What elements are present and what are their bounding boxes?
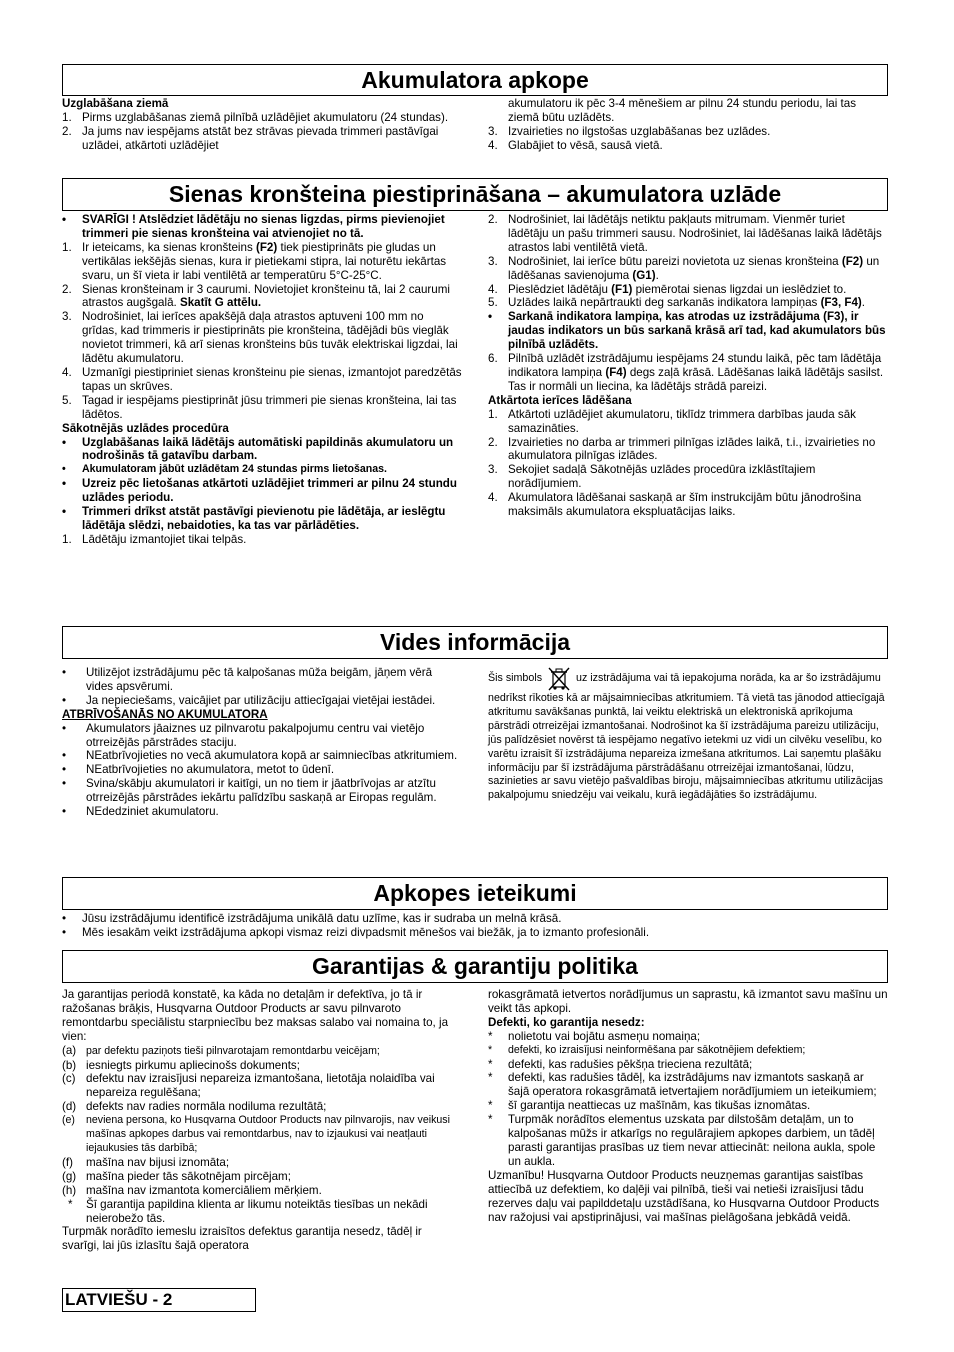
s5-right-column [488,988,888,1224]
warning-item: • SVARĪGI ! Atslēdziet lādētāju no sienas ligzdas, pirms pievienojiet trimmeri pie sienas kronšteina vai atvienojiet no tā. [62,213,445,240]
list-item: 2. Sienas kronšteinam ir 3 caurumi. Novietojiet kronšteinu tā, lai 2 caurumi atrastos augšgalā. Skatīt G attēlu. [62,282,450,310]
crossed-out-wheelie-bin-icon [545,664,573,692]
subheading-not-covered: Defekti, ko garantija nesedz: [488,1015,645,1029]
list-item: 3. Izvairieties no ilgstošas uzglabāšanas bez uzlādes. [488,124,771,138]
list-item: 4. Glabājiet to vēsā, sausā vietā. [488,138,663,152]
bullet-item: • Jūsu izstrādājumu identificē izstrādājuma unikālā datu uzlīme, kas ir sudraba un melnā krāsā. [62,912,562,925]
s2-right-column [488,213,888,519]
bullet-item: • NEatbrīvojieties no vecā akumulatora kopā ar saimniecības atkritumiem. [62,749,458,763]
s1-right-column [488,97,888,153]
list-item: 2. Nodrošiniet, lai lādētājs netiktu pakļauts mitrumam. Vienmēr turiet lādētāju un pašu trimmeri sausu. Nodrošiniet, lai lādēšanas laikā lādētājs atrastos labi ventilētā vietā. [488,213,882,254]
star-note: * Šī garantija papildina klienta ar likumu noteiktās tiesības un nekādi neierobežo tās. [68,1197,428,1225]
star-item: * defekti, kas radušies pēkšņa trieciena rezultātā; [488,1057,753,1071]
section-title-maintenance: Apkopes ieteikumi [62,877,888,910]
s2-left-column [62,213,462,547]
list-item: (f) mašīna nav bijusi iznomāta; [62,1155,230,1169]
bullet-item: • Sarkanā indikatora lampiņa, kas atrodas uz izstrādājuma (F3), ir jaudas indikators un būs sarkanā krāsā arī tad, kad akumulators būs pilnībā uzlādēts. [488,310,886,352]
section-title-wall-bracket: Sienas kronšteina piestiprināšana – akumulatora uzlāde [62,178,888,211]
list-item: 6. Pilnībā uzlādēt izstrādājumu iespējams 24 stundu laikā, pēc tam lādētāja indikatora lampiņa (F4) degs zaļā krāsā. Lādēšanas laikā lādētājs sasilst. Tas ir normāli un liecina, ka lādētājs strādā pareizi. [488,352,884,393]
bullet-item: • Mēs iesakām veikt izstrādājuma apkopi vismaz reizi divpadsmit mēnešos vai biežāk, ja to izmanto profesionāli. [62,925,650,939]
s1-left-column [62,97,462,153]
s3-right-column [488,664,888,803]
warranty-continued: rokasgrāmatā ietvertos norādījumus un saprastu, kā izmantot savu mašīnu un veikt tās apkopi. [488,988,888,1015]
list-item: (e) neviena persona, ko Husqvarna Outdoor Products nav pilnvarojis, nav veikusi mašīnas apkopes darbus vai remontdarbus, nav to izjaukusi vai neatļauti iejaukusies tās darbībā; [62,1114,450,1154]
bullet-item: • Uzreiz pēc lietošanas atkārtoti uzlādējiet trimmeri ar pilnu 24 stundu uzlādes periodu. [62,477,457,505]
list-item: 3. Nodrošiniet, lai ierīce būtu pareizi novietota uz sienas kronšteina (F2) un lādēšanas savienojuma (G1). [488,254,880,282]
bullet-item: • Utilizējot izstrādājumu pēc tā kalpošanas mūža beigām, jāņem vērā vides apsvērumi. [62,666,433,693]
bullet-item: • Uzglabāšanas laikā lādētājs automātiski papildinās akumulatoru un nodrošinās tā gatavību darbam. [62,435,454,463]
star-item: * defekti, kas radušies tādēļ, ka izstrādājums nav izmantots saskaņā ar šajā operatora rokasgrāmatā ietvertajiem norādījumiem un ieteikumiem; [488,1071,877,1099]
list-item: (h) mašīna nav izmantota komerciāliem mērķiem. [62,1183,322,1197]
page-footer-label: LATVIEŠU - 2 [62,1288,256,1312]
bullet-item: • Akumulators jāaiznes uz pilnvarotu pakalpojumu centru vai vietējo otrreizējās pārstrādes staciju. [62,721,425,749]
s4-content [62,912,888,940]
bullet-item: • Ja nepieciešams, vaicājiet par utilizāciju attiecīgajai vietējai iestādei. [62,693,436,707]
star-item: * nolietotu vai bojātu asmeņu nomaiņa; [488,1029,701,1043]
list-item: 3. Sekojiet sadaļā Sākotnējās uzlādes procedūra izklāstītajiem norādījumiem. [488,463,816,491]
list-item: 4. Akumulatora lādēšanai saskaņā ar šīm instrukcijām būtu jānodrošina maksimāls akumulatora ekspluatācijas laiks. [488,491,862,519]
bullet-item: • Trimmeri drīkst atstāt pastāvīgi pievienotu pie lādētāja, ar ieslēgtu lādētāja slēdzi, nebaidoties, ka tas var pārlādēties. [62,505,446,532]
list-item: 5. Tagad ir iespējams piestiprināt jūsu trimmeri pie sienas kronšteina, lai tas lādētos. [62,393,457,421]
section-title-environment: Vides informācija [62,626,888,659]
list-item: (a) par defektu paziņots tieši pilnvarotajam remontdarbu veicējam; [62,1043,380,1057]
bullet-item: • Svina/skābju akumulatori ir kaitīgi, un no tiem ir jāatbrīvojas ar atzītu otrreizējās pārstrādes iekārtu palīdzību saskaņā ar Eiropas regulām. [62,777,437,805]
star-item: * šī garantija neattiecas uz mašīnām, kas tikušas iznomātas. [488,1099,811,1113]
list-item: (d) defekts nav radies normāla nodiluma rezultātā; [62,1100,327,1114]
star-item: * Turpmāk norādītos elementus uzskata par dilstošām detaļām, un to kalpošanas mūžs ir atkarīgs no regulārajiem apkopes darbiem, un tādēļ parasti garantijas prasības uz tiem nevar attiecināt: neilona aukla, spole un aukla. [488,1113,876,1168]
warranty-outro: Turpmāk norādīto iemeslu izraisītos defektus garantija nesedz, tādēļ ir svarīgi, lai jūs izlasītu šajā operatora [62,1225,422,1253]
list-item: (b) iesniegts pirkumu apliecinošs dokuments; [62,1058,300,1072]
section-title-warranty: Garantijas & garantiju politika [62,950,888,983]
list-item: 1. Ir ieteicams, ka sienas kronšteins (F2) tiek piestiprināts pie gludas un vertikālas iekšējās sienas, kura ir pietiekami stipra, lai noturētu iekārtas svaru, un šī vieta ir labi ventilētā ar temperatūru 5°C-25°C. [62,240,447,282]
warranty-intro: Ja garantijas periodā konstatē, ka kāda no detaļām ir defektīva, jo tā ir ražošanas brāķis, Husqvarna Outdoor Products ar savu pilnvaroto remontdarbu speciālistu starpniecību bez maksas salabo vai nomaina to, ja vien: [62,988,449,1043]
star-item: * defekti, ko izraisījusi neinformēšana par sākotnējiem defektiem; [488,1043,806,1056]
bullet-item: • NEatbrīvojieties no akumulatora, metot to ūdenī. [62,763,335,777]
subheading-battery-disposal: ATBRĪVOŠANĀS NO AKUMULATORA [62,707,268,721]
subheading-recharge: Atkārtota ierīces lādēšana [488,393,632,407]
section-title-akumulatora-apkope: Akumulatora apkope [62,64,888,96]
warranty-notice: Uzmanību! Husqvarna Outdoor Products neuzņemas garantijas saistības attiecībā uz defektiem, ko daļēji vai pilnībā, tieši vai netieši izraisījusi tādu rezerves daļu vai papilddetaļu uzstādīšana, ko Husqvarna Outdoor Products nav ražojusi vai apstiprinājusi, vai mašīnas pielāgošana jebkādā veidā. [488,1168,880,1224]
bullet-item: • Akumulatoram jābūt uzlādētam 24 stundas pirms lietošanas. [62,463,387,476]
list-item: 2. Ja jums nav iespējams atstāt bez strāvas pievada trimmeri pastāvīgai uzlādei, atkārtoti uzlādējiet [62,124,439,152]
list-item: 4. Pieslēdziet lādētāju (F1) piemērotai sienas ligzdai un ieslēdziet to. [488,282,847,296]
subheading-initial-charge: Sākotnējās uzlādes procedūra [62,421,229,435]
list-item: 1. Atkārtoti uzlādējiet akumulatoru, tiklīdz trimmera darbības jauda sāk samazināties. [488,407,856,435]
list-item: 1. Pirms uzglabāšanas ziemā pilnībā uzlādējiet akumulatoru (24 stundas). [62,110,449,124]
list-item: 4. Uzmanīgi piestipriniet sienas kronšteinu pie sienas, izmantojot paredzētās tapas un skrūves. [62,365,462,393]
list-item: (g) mašīna pieder tās sākotnējam pircējam; [62,1169,291,1183]
list-item: (c) defektu nav izraisījusi nepareiza izmantošana, lietotāja nolaidība vai nepareiza regulēšana; [62,1072,435,1100]
list-item: 1. Lādētāju izmantojiet tikai telpās. [62,532,247,546]
s5-left-column [62,988,462,1253]
list-item-continued: akumulatoru ik pēc 3-4 mēnešiem ar pilnu 24 stundu periodu, lai tas ziemā būtu uzlādēts. [508,97,857,124]
list-item: 5. Uzlādes laikā nepārtraukti deg sarkanās indikatora lampiņas (F3, F4). [488,296,866,310]
list-item: 3. Nodrošiniet, lai ierīces apakšējā daļa atrastos aptuveni 100 mm no grīdas, kad trimmeris ir piestiprināts pie kronšteina, tādējādi būs vieglāk novietot trimmeri, kā arī sienas kronšteins būs tuvāk elektriskai ligzdai, lai lādētu akumulatoru. [62,310,458,366]
weee-paragraph: Šis simbols uz izstrādājuma vai tā iepakojuma norāda, ka ar šo izstrādājumu nedrīkst rīkoties kā ar mājsaimniecības atkritumiem. Tā vietā tas jānodod attiecīgajā atkritumu savākšanas punktā, lai veiktu elektriskā un elektroniskā aprīkojuma pārstrādi otrreizējai izmantošanai. Nodrošinot ka šī izstrādājuma pareizu utilizāciju, jūs palīdzēsiet novērst tā iespējamo negatīvo ietekmi uz vidi un cilvēku veselību, ko varētu izraisīt šī izstrādājuma nepareiza izmešana atkritumos. Lai saņemtu plašāku informāciju par šī izstrādājuma pārstrādāšanu otrreizējai izmantošanai, lūdzu, sazinieties ar savu vietējo pašvaldības biroju, mājsaimniecības atkritumu utilizācijas pakalpojumu sniedzēju vai veikalu, kurā iegādājāties šo izstrādājumu. [488,664,888,803]
list-item: 2. Izvairieties no darba ar trimmeri pilnīgas izlādes laikā, t.i., izvairieties no akumulatora pilnīgas izlādes. [488,435,876,463]
bullet-item: • NEdedziniet akumulatoru. [62,805,219,819]
heading-winter-storage: Uzglabāšana ziemā [62,97,169,110]
s3-left-column [62,666,462,819]
